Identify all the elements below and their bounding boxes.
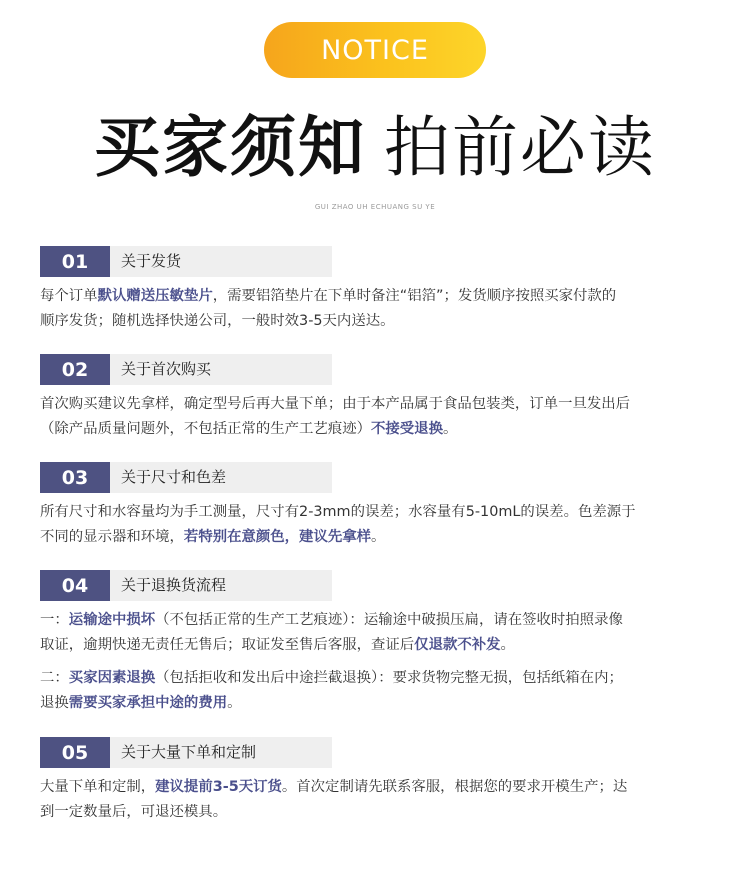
section-title: 关于退换货流程 [121,576,227,594]
body-text: 。 [500,637,515,653]
body-text: 取证，逾期快递无责任无售后；取证发至售后客服，查证后 [40,637,415,653]
paragraph-line [40,417,715,442]
body-text: 一： [40,612,69,628]
body-text: 顺序发货；随机选择快递公司，一般时效3-5天内送达。 [40,313,395,329]
section-title: 关于大量下单和定制 [121,743,257,761]
section-title: 关于尺寸和色差 [121,468,227,486]
paragraph-line [40,392,715,417]
section-header [40,570,332,601]
paragraph-line [40,309,715,334]
body-text: 。 [371,529,386,545]
section-title: 关于首次购买 [121,360,212,378]
paragraph-line [40,800,715,825]
notice-label: NOTICE [321,34,429,66]
section-04 [40,570,715,716]
body-text: 二： [40,670,69,686]
body-text: 首次购买建议先拿样，确定型号后再大量下单；由于本产品属于食品包装类，订单一旦发出后 [40,396,631,412]
body-text: 所有尺寸和水容量均为手工测量，尺寸有2-3mm的误差；水容量有5-10mL的误差。色差源于 [40,504,636,520]
section-header [40,354,332,385]
section-paragraph [40,608,715,658]
page-subtitle: GUI ZHAO UH ECHUANG SU YE [314,203,436,211]
body-text: 到一定数量后，可退还模具。 [40,804,228,820]
body-text: 。 [442,421,458,437]
section-paragraph [40,500,715,550]
highlight-text: 建议提前3-5天订货 [155,779,282,795]
section-header [40,246,332,277]
body-text: 每个订单 [40,288,98,304]
section-header [40,462,332,493]
section-paragraph [40,775,715,825]
body-text: ，需要铝箔垫片在下单时备注“铝箔”；发货顺序按照买家付款的 [212,288,617,304]
paragraph-line [40,608,715,633]
body-text: 。首次定制请先联系客服，根据您的要求开模生产；达 [281,779,628,795]
section-paragraph [40,284,715,334]
body-text: 。 [227,695,242,711]
page-title-secondary: 拍前必读 [384,109,656,186]
section-title: 关于发货 [121,252,182,270]
paragraph-line [40,691,715,716]
paragraph-line [40,775,715,800]
section-05 [40,737,715,825]
notice-badge [264,22,486,78]
body-text: （不包括正常的生产工艺痕迹）：运输途中破损压扁，请在签收时拍照录像 [155,612,623,628]
body-text: （包括拒收和发出后中途拦截退换）：要求货物完整无损，包括纸箱在内； [155,670,623,686]
body-text: 退换 [40,695,69,711]
body-text: 不同的显示器和环境， [40,529,184,545]
section-paragraph [40,392,715,442]
section-number: 01 [40,246,110,277]
paragraph-line [40,500,715,525]
highlight-text: 默认赠送压敏垫片 [97,288,213,304]
highlight-text: 买家因素退换 [68,670,156,686]
section-paragraph [40,666,715,716]
highlight-text: 仅退款不补发 [414,637,501,653]
section-number: 02 [40,354,110,385]
paragraph-line [40,633,715,658]
highlight-text: 不接受退换 [371,421,443,437]
paragraph-line [40,284,715,309]
highlight-text: 运输途中损坏 [68,612,156,628]
highlight-text: 若特别在意颜色，建议先拿样 [183,529,372,545]
section-number: 04 [40,570,110,601]
body-text: 大量下单和定制， [40,779,156,795]
body-text: （除产品质量问题外，不包括正常的生产工艺痕迹） [40,421,371,437]
page-title-main: 买家须知 [94,109,366,186]
section-header [40,737,332,768]
section-02 [40,354,715,442]
paragraph-line [40,666,715,691]
section-number: 05 [40,737,110,768]
page-title [0,108,750,188]
section-01 [40,246,715,334]
paragraph-line [40,525,715,550]
section-number: 03 [40,462,110,493]
section-03 [40,462,715,550]
highlight-text: 需要买家承担中途的费用 [68,695,228,711]
